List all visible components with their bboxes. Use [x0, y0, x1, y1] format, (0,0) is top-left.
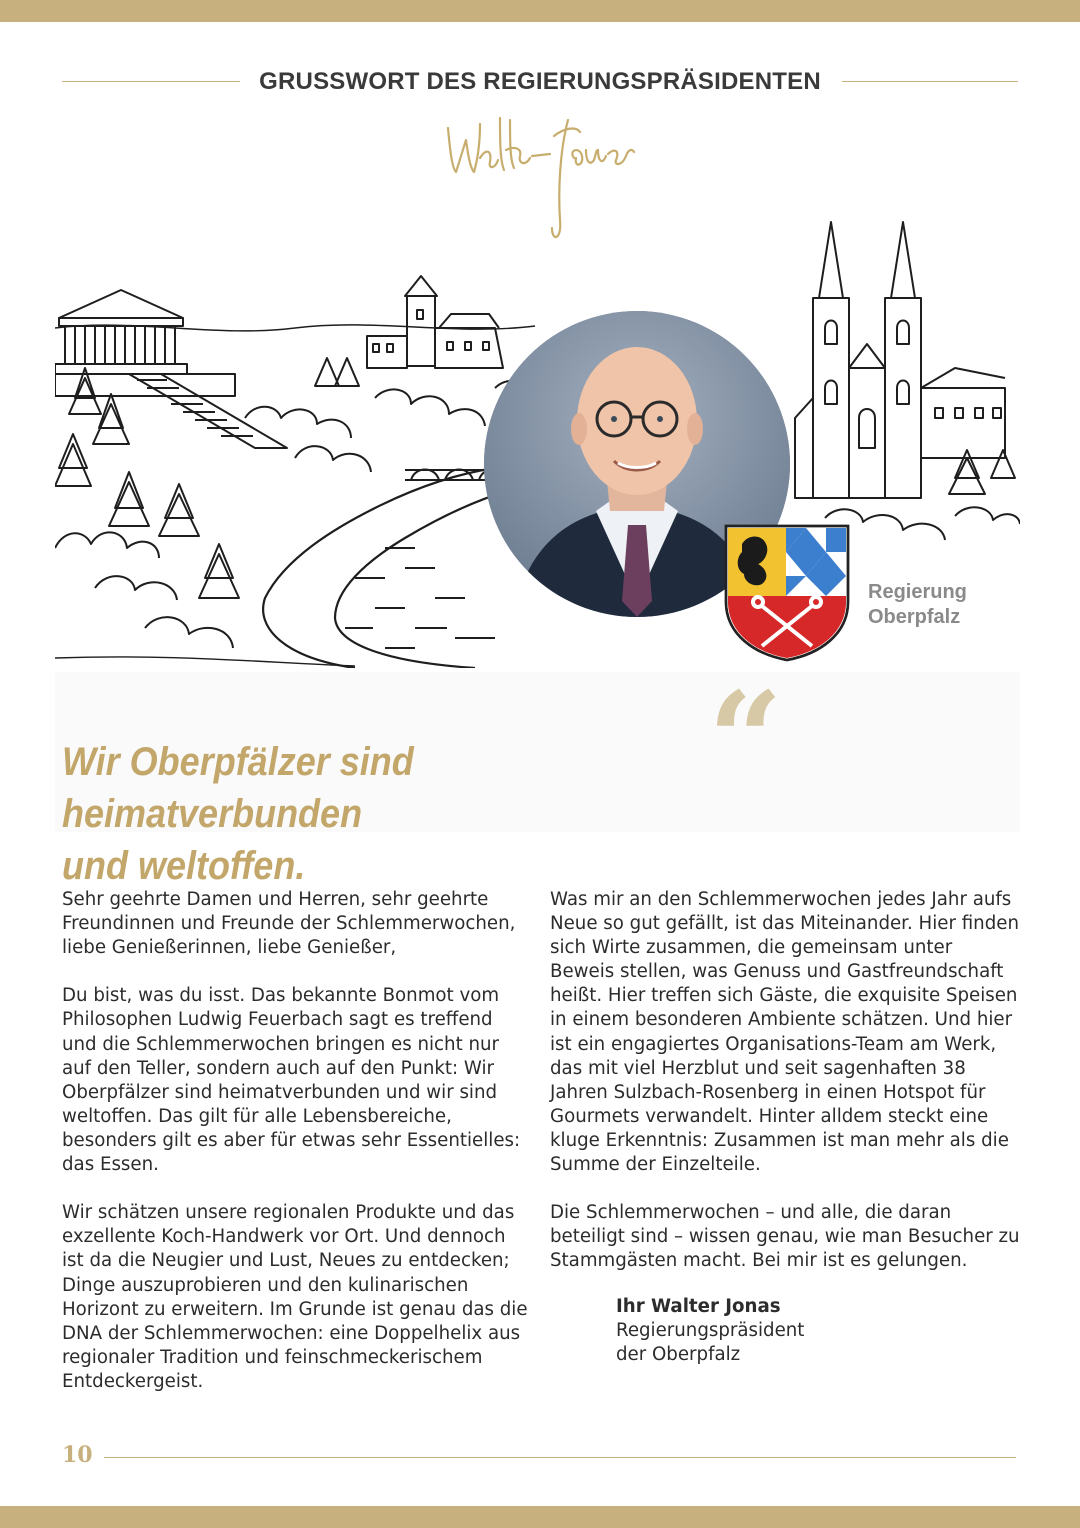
- body-paragraph: Sehr geehrte Damen und Herren, sehr geehrte Freundinnen und Freunde der Schlemmerwochen, liebe Genießerinnen, liebe Genießer,: [62, 889, 516, 959]
- pull-quote: [62, 736, 692, 892]
- signoff-name: Ihr Walter Jonas: [616, 1296, 781, 1317]
- body-column-left: [62, 888, 532, 1418]
- page-title: GRUSSWORT DES REGIERUNGSPRÄSIDENTEN: [259, 68, 821, 95]
- body-paragraph: Du bist, was du isst. Das bekannte Bonmot vom Philosophen Ludwig Feuerbach sagt es treffend und die Schlemmerwochen bringen es nicht nur auf den Teller, sondern auch auf den Punkt: Wir Oberpfälzer sind heimatverbunden und wir sind weltoffen. Das gilt für alle Lebensbereiche, besonders gilt es aber für etwas sehr Essentielles: das Essen.: [62, 985, 521, 1176]
- organization-line1: Regierung: [868, 581, 967, 603]
- pull-quote-line1: Wir Oberpfälzer sind heimatverbunden: [62, 740, 414, 836]
- signoff-region: der Oberpfalz: [616, 1344, 741, 1366]
- signoff-block: [616, 1295, 804, 1367]
- body-paragraph: Die Schlemmerwochen – und alle, die daran beteiligt sind – wissen genau, wie man Besucher zu Stammgästen macht. Bei mir ist es gelungen.: [550, 1202, 1020, 1272]
- body-paragraph: Was mir an den Schlemmerwochen jedes Jahr aufs Neue so gut gefällt, ist das Miteinander. Hier finden sich Wirte zusammen, die gemeinsam unter Beweis stellen, was Genuss und Gastfreundschaft heißt. Hier treffen sich Gäste, die exquisite Speisen in einem besonderen Ambiente schätzen. Und hier ist ein engagiertes Organisations-Team am Werk, das mit viel Herzblut und seit sagenhaften 38 Jahren Sulzbach-Rosenberg in einen Hotspot für Gourmets verwandelt. Hinter alldem steckt eine kluge Erkenntnis: Zusammen ist man mehr als die Summe der Einzelteile.: [550, 889, 1019, 1176]
- signoff-role: Regierungspräsident: [616, 1320, 805, 1342]
- organization-label: [868, 580, 967, 630]
- body-column-right: [550, 888, 1020, 1298]
- bottom-gold-band: [0, 1506, 1080, 1528]
- footer-rule: [104, 1457, 1016, 1458]
- quote-mark-icon: “: [708, 663, 783, 816]
- pull-quote-line2: und weltoffen.: [62, 844, 306, 888]
- body-paragraph: Wir schätzen unsere regionalen Produkte und das exzellente Koch-Handwerk vor Ort. Und dennoch ist da die Neugier und Lust, Neues zu entdecken; Dinge auszuprobieren und den kulinarischen Horizont zu erweitern. Im Grunde ist genau das die DNA der Schlemmerwochen: eine Doppelhelix aus regionaler Tradition und feinschmeckerischem Entdeckergeist.: [62, 1202, 528, 1392]
- coat-of-arms-icon: [722, 522, 852, 662]
- top-gold-band: [0, 0, 1080, 22]
- organization-line2: Oberpfalz: [868, 606, 961, 628]
- page-number: 10: [62, 1442, 93, 1468]
